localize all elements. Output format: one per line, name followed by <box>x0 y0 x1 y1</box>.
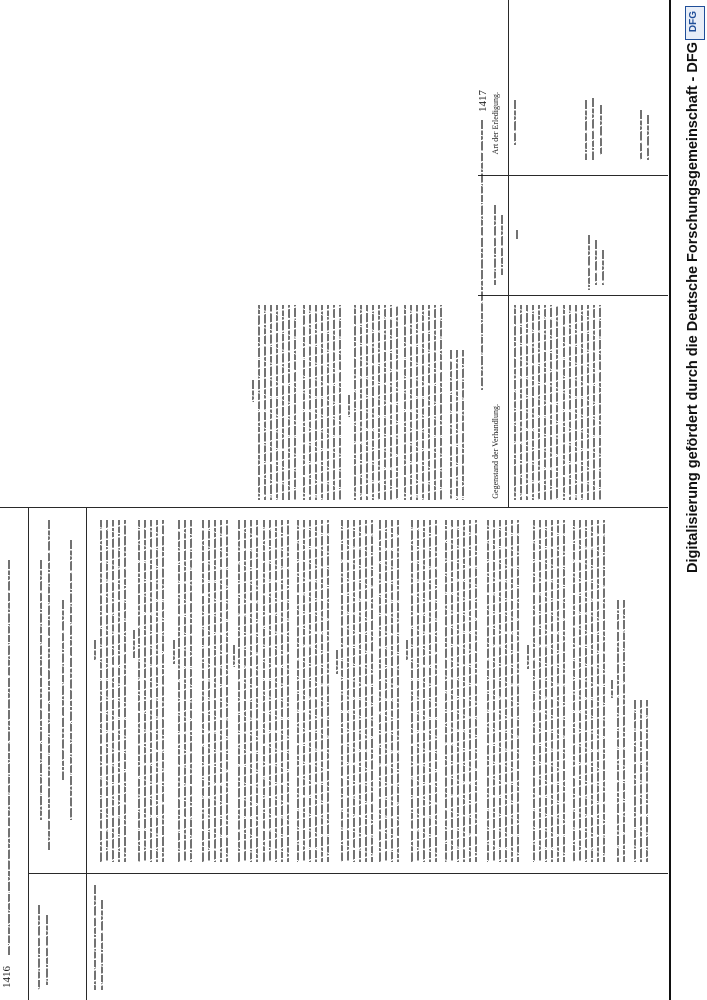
text-line <box>602 250 604 285</box>
column-rule <box>28 873 668 874</box>
column-rule <box>478 295 668 296</box>
text-paragraph <box>297 520 331 862</box>
text-line <box>46 915 48 985</box>
text-paragraph <box>573 520 605 862</box>
text-line <box>592 98 594 160</box>
text-paragraph <box>533 520 567 862</box>
text-paragraph <box>202 520 228 862</box>
text-paragraph <box>341 520 373 862</box>
text-line <box>40 560 42 820</box>
dfg-funding-notice: Digitalisierung gefördert durch die Deutsche Forschungsgemeinschaft - DFG <box>685 42 701 573</box>
text-paragraph <box>404 305 444 500</box>
text-line <box>527 645 529 669</box>
text-line <box>38 905 40 990</box>
text-paragraph <box>303 305 343 500</box>
text-line <box>8 560 11 955</box>
header-rule <box>86 507 87 1000</box>
page-number-left: 1416 <box>1 966 13 988</box>
column-rule <box>28 507 29 1000</box>
text-line <box>595 240 597 285</box>
column-rule <box>478 175 668 176</box>
page-number-right: 1417 <box>477 90 489 112</box>
text-line <box>94 885 96 990</box>
text-line <box>611 680 613 698</box>
column-header-erledigung: Art der Erledigung. <box>491 92 500 155</box>
text-line <box>173 640 175 664</box>
text-line <box>514 100 516 145</box>
dfg-logo <box>685 6 705 40</box>
text-paragraph <box>563 305 603 500</box>
column-header-gegenstand: Gegenstand der Verhandlung. <box>491 404 500 499</box>
text-paragraph <box>634 700 648 862</box>
dfg-logo-text: DFG <box>688 11 699 33</box>
text-paragraph <box>354 305 398 500</box>
text-line <box>640 110 642 160</box>
text-line <box>133 630 135 658</box>
text-paragraph <box>514 305 558 500</box>
text-paragraph <box>487 520 521 862</box>
text-paragraph <box>138 520 168 862</box>
text-line <box>62 600 64 780</box>
text-line <box>588 235 590 290</box>
text-paragraph <box>100 520 128 862</box>
scan-border <box>669 0 671 1000</box>
text-line <box>494 205 496 285</box>
text-paragraph <box>178 520 196 862</box>
text-line <box>585 100 587 160</box>
text-paragraph <box>258 305 298 500</box>
text-paragraph <box>445 520 481 862</box>
text-line <box>406 640 408 660</box>
text-line <box>94 640 96 660</box>
text-line <box>647 115 649 160</box>
text-line <box>600 105 602 155</box>
text-paragraph <box>450 350 468 500</box>
text-line <box>70 540 72 820</box>
text-paragraph <box>238 520 258 862</box>
text-paragraph <box>411 520 439 862</box>
text-line <box>348 395 350 417</box>
text-paragraph <box>617 600 627 862</box>
text-line <box>516 230 518 240</box>
page-divider <box>0 507 668 508</box>
text-line <box>252 380 254 402</box>
text-line <box>101 900 103 990</box>
text-line <box>233 645 235 667</box>
text-paragraph <box>379 520 401 862</box>
text-line <box>336 650 338 674</box>
text-line <box>48 520 50 850</box>
text-line <box>481 120 484 390</box>
text-paragraph <box>263 520 291 862</box>
text-line <box>501 215 503 275</box>
header-rule <box>508 0 509 507</box>
